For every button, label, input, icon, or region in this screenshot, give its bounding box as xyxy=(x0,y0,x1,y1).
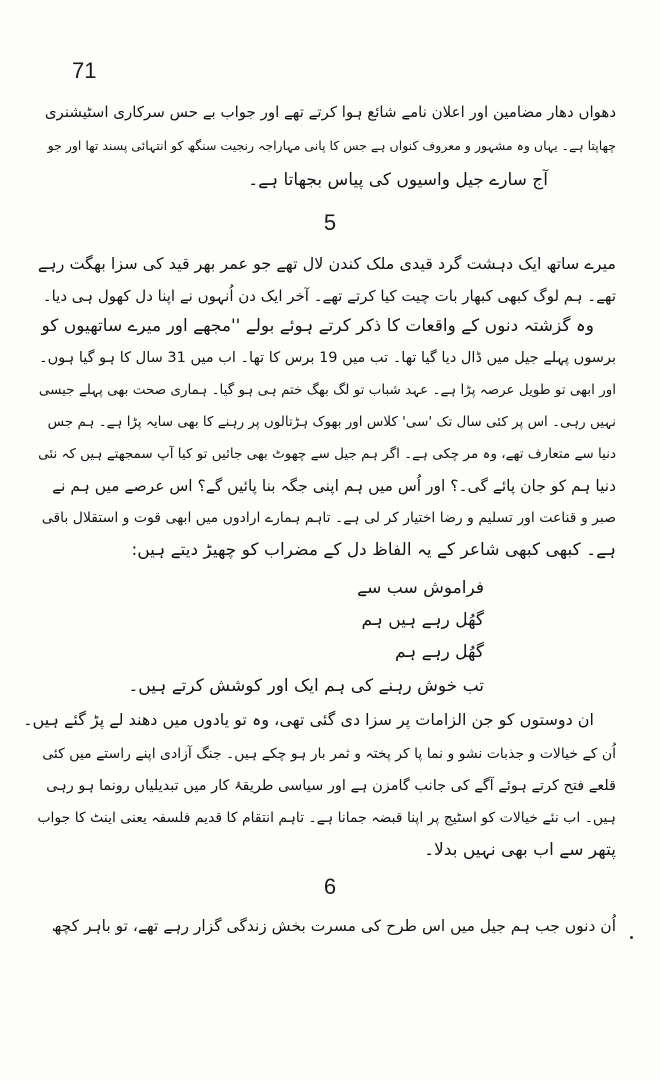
text-line: اُن کے خیالات و جذبات نشو و نما پا کر پختہ و ثمر بار ہو چکے ہیں۔ جنگ آزادی اپنے راستے میں کئی xyxy=(42,746,616,762)
page-number: 71 xyxy=(72,58,97,83)
text-line: صبر و قناعت اور تسلیم و رضا اختیار کر لی ہے۔ تاہم ہمارے ارادوں میں ابھی قوت و استقلال باقی xyxy=(41,510,616,526)
text-line: تھے۔ ہم لوگ کبھی کبھار بات چیت کیا کرتے تھے۔ آخر ایک دن اُنہوں نے اپنا دل کھول ہی دیا۔ xyxy=(42,287,616,305)
text-line: وہ گزشتہ دنوں کے واقعات کا ذکر کرتے ہوئے بولے ''مجھے اور میرے ساتھیوں کو xyxy=(41,316,594,336)
verse-line: تب خوش رہنے کی ہم ایک اور کوشش کرتے ہیں۔ xyxy=(128,676,484,696)
text-line: دنیا سے متعارف تھے، وہ مر چکی ہے۔ اگر ہم جیل سے چھوٹ بھی جائیں تو کیا آپ سمجھتے ہیں کہ نئی xyxy=(38,446,616,462)
text-line: ان دوستوں کو جن الزامات پر سزا دی گئی تھی، وہ تو یادوں میں دھند لے پڑ گئے ہیں۔ xyxy=(23,710,594,729)
text-line: میرے ساتھ ایک دہشت گرد قیدی ملک کندن لال تھے جو عمر بھر قید کی سزا بھگت رہے xyxy=(37,254,616,273)
verse-line: گھُل رہے ہم xyxy=(394,642,484,662)
text-line: چھاپتا ہے۔ یہاں وہ مشہور و معروف کنواں ہے جس کا پانی مہاراجہ رنجیت سنگھ کو انتہائی پسند تھا اور جو xyxy=(47,138,616,153)
text-line: اور ابھی تو طویل عرصہ پڑا ہے۔ عہد شباب تو لگ بھگ ختم ہی ہو گیا۔ ہماری صحت بھی پہلے جیسی xyxy=(38,382,616,398)
verse-line: فراموش سب سے xyxy=(357,578,484,598)
text-line: پتھر سے اب بھی نہیں بدلا۔ xyxy=(424,840,616,860)
text-line: نہیں رہی۔ اس پر کئی سال تک 'سی' کلاس اور بھوک ہڑتالوں پر رہنے کا بھی سایہ پڑا ہے۔ ہم جس xyxy=(47,414,616,430)
section-heading-6: 6 xyxy=(323,874,337,899)
section-heading-5: 5 xyxy=(323,210,337,235)
text-line: دھواں دھار مضامین اور اعلان نامے شائع ہوا کرتے تھے اور جواب بے حس سرکاری اسٹیشنری xyxy=(44,103,616,121)
verse-line: گھُل رہے ہیں ہم xyxy=(361,610,484,630)
text-line: برسوں پہلے جیل میں ڈال دیا گیا تھا۔ تب میں 19 برس کا تھا۔ اب میں 31 سال کا ہو گیا ہوں۔ xyxy=(39,350,616,366)
ink-dot xyxy=(630,936,633,939)
text-line: آج سارے جیل واسیوں کی پیاس بجھاتا ہے۔ xyxy=(248,170,548,190)
text-line: اُن دنوں جب ہم جیل میں اس طرح کی مسرت بخش زندگی گزار رہے تھے، تو باہر کچھ xyxy=(51,917,616,935)
text-line: قلعے فتح کرتے ہوئے آگے کی جانب گامزن ہے اور سیاسی طریقۂ کار میں تبدیلیاں رونما ہو رہی xyxy=(46,778,616,794)
text-line: ہے۔ کبھی کبھی شاعر کے یہ الفاظ دل کے مضراب کو چھیڑ دیتے ہیں: xyxy=(131,540,616,560)
text-line: دنیا ہم کو جان پائے گی۔؟ اور اُس میں ہم اپنی جگہ بنا پائیں گے؟ اس عرصے میں ہم نے xyxy=(52,477,616,495)
text-line: ہیں۔ اب نئے خیالات کو اسٹیج پر اپنا قبضہ جمانا ہے۔ تاہم انتقام کا قدیم فلسفہ یعنی اینٹ کا جواب xyxy=(37,810,616,826)
